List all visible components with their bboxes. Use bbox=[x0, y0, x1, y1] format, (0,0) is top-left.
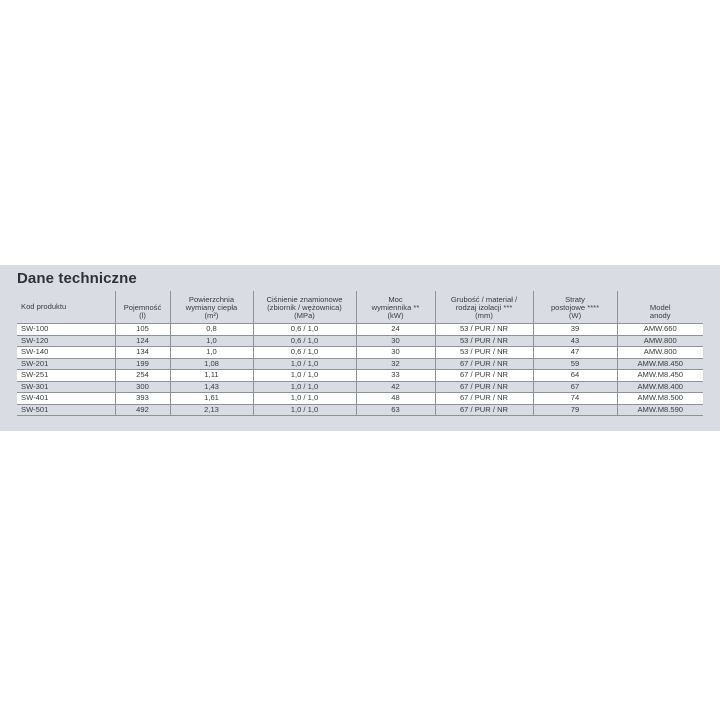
cell-pojemnosc: 199 bbox=[115, 358, 170, 370]
cell-kod-produktu: SW-140 bbox=[17, 347, 115, 359]
cell-cisnienie: 1,0 / 1,0 bbox=[253, 393, 356, 405]
section-title: Dane techniczne bbox=[17, 270, 137, 287]
cell-model-anody: AMW.M8.450 bbox=[617, 370, 703, 382]
table-body bbox=[17, 324, 703, 416]
cell-izolacja: 53 / PUR / NR bbox=[435, 347, 533, 359]
table-row bbox=[17, 358, 703, 370]
cell-moc: 63 bbox=[356, 404, 435, 416]
header-moc: Moc wymiennika ** (kW) bbox=[356, 291, 435, 324]
cell-moc: 42 bbox=[356, 381, 435, 393]
cell-straty: 43 bbox=[533, 335, 617, 347]
table-row bbox=[17, 335, 703, 347]
cell-moc: 30 bbox=[356, 347, 435, 359]
cell-izolacja: 67 / PUR / NR bbox=[435, 393, 533, 405]
cell-cisnienie: 0,6 / 1,0 bbox=[253, 324, 356, 336]
technical-data-panel bbox=[0, 265, 720, 431]
cell-model-anody: AMW.M8.400 bbox=[617, 381, 703, 393]
cell-cisnienie: 1,0 / 1,0 bbox=[253, 370, 356, 382]
cell-izolacja: 67 / PUR / NR bbox=[435, 404, 533, 416]
table-row bbox=[17, 370, 703, 382]
table-row bbox=[17, 404, 703, 416]
cell-powierzchnia: 0,8 bbox=[170, 324, 253, 336]
cell-straty: 39 bbox=[533, 324, 617, 336]
cell-model-anody: AMW.660 bbox=[617, 324, 703, 336]
table-row bbox=[17, 347, 703, 359]
header-cisnienie: Ciśnienie znamionowe (zbiornik / wężownica) (MPa) bbox=[253, 291, 356, 324]
cell-izolacja: 67 / PUR / NR bbox=[435, 358, 533, 370]
technical-data-table bbox=[17, 291, 703, 416]
cell-powierzchnia: 1,61 bbox=[170, 393, 253, 405]
cell-pojemnosc: 300 bbox=[115, 381, 170, 393]
cell-kod-produktu: SW-301 bbox=[17, 381, 115, 393]
header-pojemnosc: Pojemność (l) bbox=[115, 291, 170, 324]
cell-cisnienie: 1,0 / 1,0 bbox=[253, 358, 356, 370]
cell-moc: 24 bbox=[356, 324, 435, 336]
cell-izolacja: 67 / PUR / NR bbox=[435, 370, 533, 382]
cell-straty: 47 bbox=[533, 347, 617, 359]
cell-cisnienie: 1,0 / 1,0 bbox=[253, 404, 356, 416]
header-powierzchnia: Powierzchnia wymiany ciepła (m²) bbox=[170, 291, 253, 324]
header-kod-produktu: Kod produktu bbox=[17, 291, 115, 324]
cell-izolacja: 53 / PUR / NR bbox=[435, 335, 533, 347]
cell-model-anody: AMW.800 bbox=[617, 347, 703, 359]
table-row bbox=[17, 393, 703, 405]
cell-moc: 48 bbox=[356, 393, 435, 405]
cell-pojemnosc: 105 bbox=[115, 324, 170, 336]
cell-kod-produktu: SW-251 bbox=[17, 370, 115, 382]
cell-straty: 64 bbox=[533, 370, 617, 382]
cell-powierzchnia: 1,43 bbox=[170, 381, 253, 393]
cell-powierzchnia: 2,13 bbox=[170, 404, 253, 416]
cell-moc: 30 bbox=[356, 335, 435, 347]
cell-model-anody: AMW.800 bbox=[617, 335, 703, 347]
header-straty: Straty postojowe **** (W) bbox=[533, 291, 617, 324]
cell-moc: 33 bbox=[356, 370, 435, 382]
cell-kod-produktu: SW-201 bbox=[17, 358, 115, 370]
cell-cisnienie: 0,6 / 1,0 bbox=[253, 335, 356, 347]
cell-kod-produktu: SW-501 bbox=[17, 404, 115, 416]
cell-izolacja: 67 / PUR / NR bbox=[435, 381, 533, 393]
cell-model-anody: AMW.M8.500 bbox=[617, 393, 703, 405]
cell-straty: 79 bbox=[533, 404, 617, 416]
cell-powierzchnia: 1,0 bbox=[170, 335, 253, 347]
cell-straty: 74 bbox=[533, 393, 617, 405]
cell-cisnienie: 0,6 / 1,0 bbox=[253, 347, 356, 359]
cell-model-anody: AMW.M8.450 bbox=[617, 358, 703, 370]
cell-pojemnosc: 134 bbox=[115, 347, 170, 359]
cell-kod-produktu: SW-120 bbox=[17, 335, 115, 347]
cell-kod-produktu: SW-401 bbox=[17, 393, 115, 405]
cell-straty: 59 bbox=[533, 358, 617, 370]
cell-moc: 32 bbox=[356, 358, 435, 370]
cell-izolacja: 53 / PUR / NR bbox=[435, 324, 533, 336]
cell-pojemnosc: 124 bbox=[115, 335, 170, 347]
cell-powierzchnia: 1,0 bbox=[170, 347, 253, 359]
cell-pojemnosc: 393 bbox=[115, 393, 170, 405]
cell-pojemnosc: 492 bbox=[115, 404, 170, 416]
table-row bbox=[17, 324, 703, 336]
cell-straty: 67 bbox=[533, 381, 617, 393]
cell-pojemnosc: 254 bbox=[115, 370, 170, 382]
cell-kod-produktu: SW-100 bbox=[17, 324, 115, 336]
header-model-anody: Model anody bbox=[617, 291, 703, 324]
table-row bbox=[17, 381, 703, 393]
header-izolacja: Grubość / materiał / rodzaj izolacji *** (mm) bbox=[435, 291, 533, 324]
table-header-row bbox=[17, 291, 703, 324]
cell-cisnienie: 1,0 / 1,0 bbox=[253, 381, 356, 393]
cell-powierzchnia: 1,11 bbox=[170, 370, 253, 382]
cell-model-anody: AMW.M8.590 bbox=[617, 404, 703, 416]
cell-powierzchnia: 1,08 bbox=[170, 358, 253, 370]
